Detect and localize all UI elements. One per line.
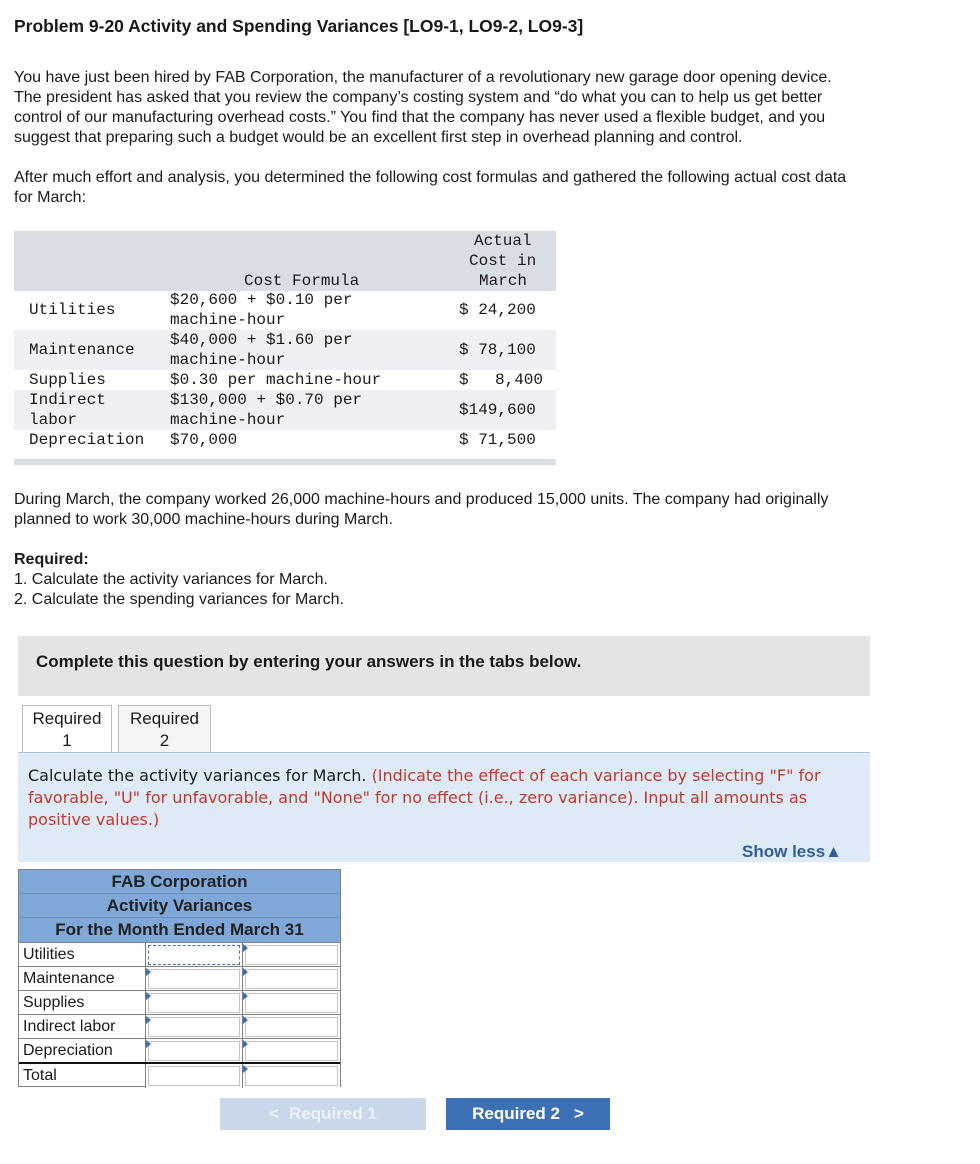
instruction-note: (Indicate the effect of each variance by selecting "F" for favorable, "U" for unfavorable, and "None" for no effect (i.e., zero variance). Input all amounts as positive values.) — [28, 766, 821, 829]
dropdown-marker-icon — [243, 1040, 248, 1048]
intro-line: The president has asked that you review the company’s costing system and “do what you can to help us get better — [14, 89, 823, 106]
row-actual: $ 78,100 — [459, 341, 536, 359]
row-label: Maintenance — [19, 967, 146, 991]
table-row — [19, 942, 340, 966]
instruction-text — [28, 765, 868, 831]
row-formula: $40,000 + $1.60 per — [170, 331, 353, 349]
next-label: Required 2 — [472, 1104, 560, 1123]
row-label: Depreciation — [19, 1039, 146, 1063]
cost-table-footer — [14, 459, 556, 465]
tab-line: Required — [32, 709, 102, 728]
row-label: Maintenance — [29, 341, 135, 359]
intro-line: You have just been hired by FAB Corporation, the manufacturer of a revolutionary new garage door opening device. — [14, 69, 832, 86]
dropdown-marker-icon — [146, 1040, 151, 1048]
required-label: Required: — [14, 551, 89, 568]
effect-select[interactable] — [243, 991, 340, 1015]
effect-select[interactable] — [243, 1015, 340, 1039]
effect-select[interactable] — [243, 967, 340, 991]
dropdown-marker-icon — [243, 968, 248, 976]
table-row-total — [19, 1062, 340, 1086]
hours-paragraph — [14, 490, 964, 530]
data-line: After much effort and analysis, you determined the following cost formulas and gathered the following actual cost data — [14, 169, 847, 186]
table-row — [19, 1038, 340, 1062]
dropdown-marker-icon — [243, 992, 248, 1000]
row-label: Indirect labor — [19, 1015, 146, 1039]
row-actual-dollar: $ — [459, 371, 469, 389]
total-amount-input[interactable] — [146, 1064, 243, 1088]
cost-row-supplies — [14, 370, 556, 390]
required-item: 2. Calculate the spending variances for March. — [14, 591, 344, 608]
instruction-box — [18, 752, 870, 862]
amount-input[interactable] — [146, 1015, 243, 1039]
chevron-left-icon: < — [269, 1104, 280, 1123]
row-formula: $70,000 — [170, 431, 238, 449]
intro-line: suggest that preparing such a budget would be an excellent first step in overhead planning and control. — [14, 129, 743, 146]
data-line: for March: — [14, 189, 87, 206]
tab-required-2[interactable] — [118, 705, 211, 753]
row-actual: $ 24,200 — [459, 301, 536, 319]
cost-row-depreciation — [14, 430, 556, 450]
statement-title: Activity Variances — [19, 894, 340, 918]
instruction-main: Calculate the activity variances for March. — [28, 766, 367, 785]
chevron-right-icon: > — [573, 1104, 584, 1123]
row-label: labor — [29, 411, 78, 429]
required-section — [14, 550, 964, 610]
hours-line: During March, the company worked 26,000 machine-hours and produced 15,000 units. The company had originally — [14, 491, 829, 508]
row-formula: $130,000 + $0.70 per — [170, 391, 363, 409]
prev-label: Required 1 — [289, 1104, 377, 1123]
cost-table-header — [14, 231, 556, 291]
row-label: Utilities — [19, 943, 146, 967]
dropdown-marker-icon — [146, 992, 151, 1000]
required-item: 1. Calculate the activity variances for March. — [14, 571, 328, 588]
row-actual: $ 71,500 — [459, 431, 536, 449]
actual-header-3: March — [479, 272, 528, 290]
row-label: Supplies — [19, 991, 146, 1015]
problem-title: Problem 9-20 Activity and Spending Variances [LO9-1, LO9-2, LO9-3] — [14, 16, 584, 36]
actual-header-2: Cost in — [469, 252, 537, 270]
dropdown-marker-icon — [243, 1065, 248, 1073]
row-formula: machine-hour — [170, 411, 286, 429]
intro-line: control of our manufacturing overhead costs.” You find that the company has never used a flexible budget, and you — [14, 109, 826, 126]
table-row — [19, 990, 340, 1014]
table-row — [19, 966, 340, 990]
banner-text: Complete this question by entering your answers in the tabs below. — [36, 652, 582, 671]
next-required-button[interactable] — [446, 1098, 610, 1130]
amount-input[interactable] — [146, 943, 243, 967]
dropdown-marker-icon — [146, 968, 151, 976]
show-less-link[interactable]: Show less▲ — [742, 842, 842, 861]
dropdown-marker-icon — [146, 1016, 151, 1024]
row-actual: 8,400 — [495, 371, 544, 389]
activity-variances-table — [18, 869, 341, 1087]
effect-select[interactable] — [243, 1039, 340, 1063]
row-label: Indirect — [29, 391, 106, 409]
amount-input[interactable] — [146, 1039, 243, 1063]
row-formula: $0.30 per machine-hour — [170, 371, 382, 389]
cost-row-utilities — [14, 290, 556, 330]
row-formula: machine-hour — [170, 351, 286, 369]
hours-line: planned to work 30,000 machine-hours during March. — [14, 511, 393, 528]
question-banner — [18, 636, 870, 696]
row-formula: machine-hour — [170, 311, 286, 329]
intro-paragraph — [14, 68, 964, 148]
row-label: Supplies — [29, 371, 106, 389]
row-label: Depreciation — [29, 431, 145, 449]
row-actual: $149,600 — [459, 401, 536, 419]
amount-input[interactable] — [146, 991, 243, 1015]
cost-row-maintenance — [14, 330, 556, 370]
actual-header-1: Actual — [474, 232, 532, 250]
cost-formula-header: Cost Formula — [244, 272, 360, 290]
tab-line: Required — [130, 709, 199, 728]
amount-input[interactable] — [146, 967, 243, 991]
dropdown-marker-icon — [243, 1016, 248, 1024]
dropdown-marker-icon — [243, 944, 248, 952]
tab-line: 2 — [159, 731, 170, 750]
prev-required-button[interactable] — [220, 1098, 426, 1130]
company-name: FAB Corporation — [19, 870, 340, 894]
total-effect-select[interactable] — [243, 1064, 340, 1088]
row-label: Total — [19, 1064, 146, 1088]
table-row — [19, 1014, 340, 1038]
tab-required-1[interactable] — [22, 705, 112, 753]
effect-select[interactable] — [243, 943, 340, 967]
tab-line: 1 — [62, 731, 72, 750]
statement-period: For the Month Ended March 31 — [19, 918, 340, 942]
data-paragraph — [14, 168, 964, 208]
row-label: Utilities — [29, 301, 116, 319]
cost-row-indirect-labor — [14, 390, 556, 430]
row-formula: $20,600 + $0.10 per — [170, 291, 353, 309]
